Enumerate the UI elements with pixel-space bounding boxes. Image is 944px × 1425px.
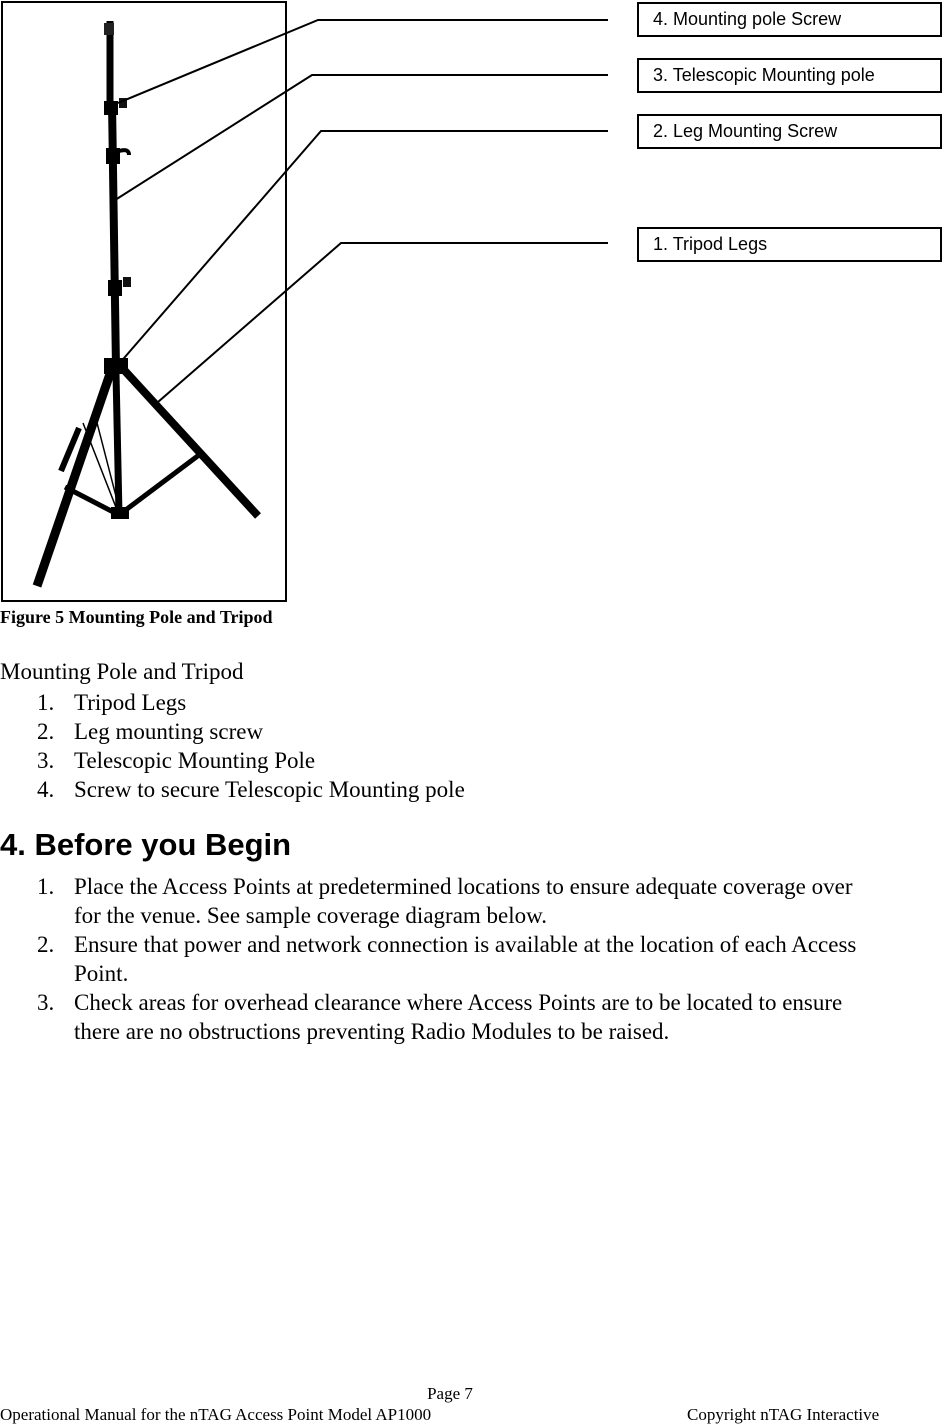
list-text: Telescopic Mounting Pole xyxy=(74,748,316,773)
callout-leg-mounting-screw: 2. Leg Mounting Screw xyxy=(637,114,942,149)
footer-manual-title: Operational Manual for the nTAG Access Point Model AP1000 xyxy=(0,1405,432,1424)
list-item xyxy=(0,872,880,930)
list-item xyxy=(0,988,880,1046)
list-item xyxy=(0,930,880,988)
list-item xyxy=(0,775,465,804)
section-heading: 4. Before you Begin xyxy=(0,827,292,862)
list-number: 3. xyxy=(37,748,55,773)
parts-list xyxy=(0,688,465,804)
footer-copyright: Copyright nTAG Interactive xyxy=(687,1405,880,1424)
tripod-photo xyxy=(1,1,287,602)
parts-list-title: Mounting Pole and Tripod xyxy=(0,659,244,684)
list-text: Check areas for overhead clearance where Access Points are to be located to ensure there are no obstructions preventing Radio Modules to be raised. xyxy=(74,990,843,1044)
list-number: 1. xyxy=(37,874,55,899)
list-number: 1. xyxy=(37,690,55,715)
list-number: 2. xyxy=(37,719,55,744)
list-number: 2. xyxy=(37,932,55,957)
list-number: 3. xyxy=(37,990,55,1015)
list-text: Screw to secure Telescopic Mounting pole xyxy=(74,777,465,802)
page-number: Page 7 xyxy=(427,1384,473,1403)
list-text: Ensure that power and network connection is available at the location of each Access Point. xyxy=(74,932,857,986)
list-text: Place the Access Points at predetermined locations to ensure adequate coverage over for the venue. See sample coverage diagram below. xyxy=(74,874,853,928)
list-item xyxy=(0,746,465,775)
list-text: Leg mounting screw xyxy=(74,719,264,744)
before-you-begin-list xyxy=(0,872,880,1046)
list-item xyxy=(0,688,465,717)
figure-caption: Figure 5 Mounting Pole and Tripod xyxy=(0,607,273,627)
callout-mounting-pole-screw: 4. Mounting pole Screw xyxy=(637,2,942,37)
callout-tripod-legs: 1. Tripod Legs xyxy=(637,227,942,262)
list-item xyxy=(0,717,465,746)
tripod-illustration xyxy=(3,3,289,604)
list-number: 4. xyxy=(37,777,55,802)
callout-telescopic-mounting-pole: 3. Telescopic Mounting pole xyxy=(637,58,942,93)
list-text: Tripod Legs xyxy=(74,690,187,715)
